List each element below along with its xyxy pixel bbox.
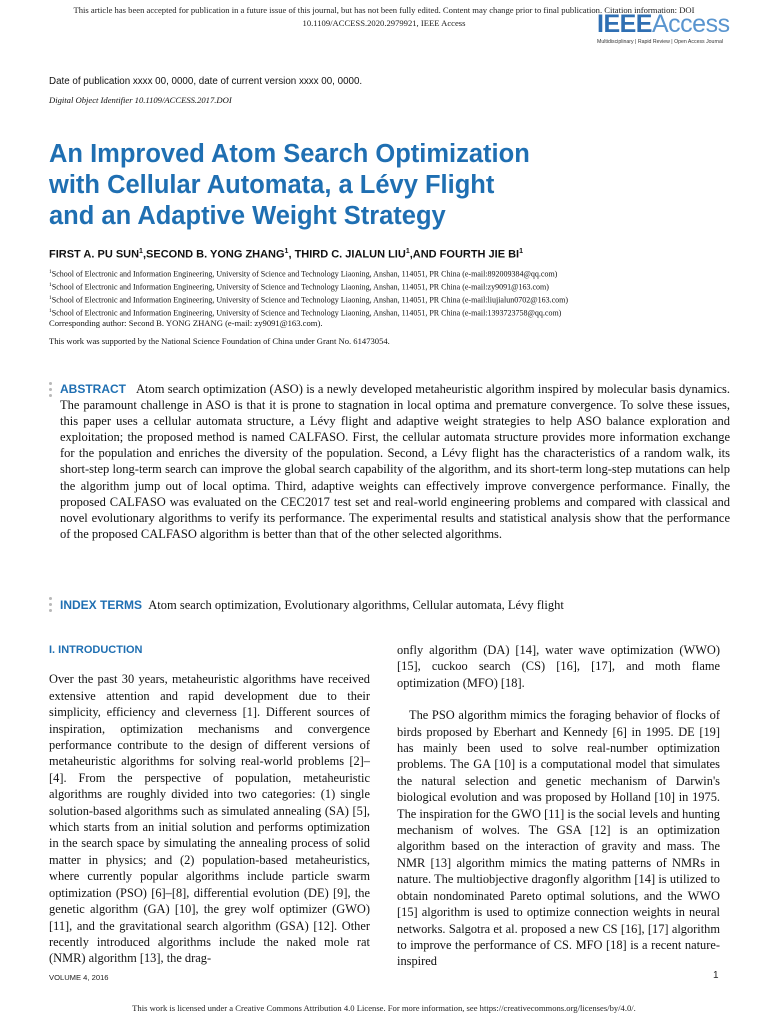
- affiliation-marker: 1: [49, 294, 52, 301]
- volume-label: VOLUME 4, 2016: [49, 973, 109, 982]
- author-name: THIRD C. JIALUN LIU: [294, 248, 406, 261]
- index-terms-marker-icon: [49, 597, 53, 612]
- affiliation-marker: 1: [49, 307, 52, 314]
- title-line: An Improved Atom Search Optimization: [49, 140, 530, 168]
- abstract-text: Atom search optimization (ASO) is a newly developed metaheuristic algorithm inspired by molecular basis dynamics. The paramount challenge in ASO is that it is prone to stagnation in local optima and premature convergence. To solve these issues, this paper uses a cellular automata structure, a Lévy flight and adaptive weight strategies to help ASO balance exploration and exploitation; the proposed method is named CALFASO. First, the cellular automata structure provides more information exchange for the population and enriches the diversity of the population. Second, a Lévy flight has the characteristics of a random walk, its short-step long-term search can improve the global search capability of the algorithm, and its short-term long-step mutations can help the algorithm jump out of local optima. Third, adaptive weights can effectively improve convergence performance. Finally, the proposed CALFASO was evaluated on the CEC2017 test set and real-world engineering problems and compared with classical and novel evolutionary algorithms to verify its performance. The experimental results and statistical analysis show that the performance of the proposed CALFASO algorithm is better than that of the other selected algorithms.: [60, 382, 730, 541]
- author-list: [49, 248, 523, 261]
- paragraph: Over the past 30 years, metaheuristic algorithms have received extensive attention and rapid development due to their simplicity, efficiency and cleverness [1]. Different sources of inspiration, optimization mechanisms and convergence performance contribute to the design of different versions of metaheuristic algorithms for solving real-world problems [2]–[4]. From the perspective of population, metaheuristic algorithms are roughly divided into two categories: (1) single solution-based algorithms such as simulated annealing (SA) [5], which starts from an initial solution and performs optimization in the search space by simulating the annealing process of solid matter in physics; and (2) population-based metaheuristics, where currently popular algorithms include particle swarm optimization (PSO) [6]–[8], differential evolution (DE) [9], the genetic algorithm (GA) [10], the grey wolf optimizer (GWO) [11], and the gravitational search algorithm (GSA) [12]. Other recently introduced algorithms include the naked mole rat (NMR) algorithm [13], the drag-: [49, 672, 370, 966]
- right-column: [397, 642, 720, 970]
- index-terms-text: Atom search optimization, Evolutionary algorithms, Cellular automata, Lévy flight: [148, 598, 564, 612]
- funding-note: This work was supported by the National Science Foundation of China under Grant No. 61473054.: [49, 336, 390, 346]
- author-superscript: 1: [284, 248, 289, 255]
- abstract-label: ABSTRACT: [60, 382, 126, 396]
- affiliation-text: School of Electronic and Information Engineering, University of Science and Technology Liaoning, Anshan, 114051, PR China (e-mail:892009384@qq.com): [51, 269, 558, 279]
- title-line: with Cellular Automata, a Lévy Flight: [49, 171, 495, 199]
- author-superscript: 1: [519, 248, 524, 255]
- affiliation: [49, 267, 568, 280]
- logo-tagline: Multidisciplinary | Rapid Review | Open Access Journal: [597, 39, 724, 45]
- author-superscript: 1: [405, 248, 410, 255]
- affiliation-text: School of Electronic and Information Engineering, University of Science and Technology Liaoning, Anshan, 114051, PR China (e-mail:zy9091@163.com): [51, 282, 549, 292]
- affiliation-marker: 1: [49, 269, 52, 275]
- notice-line-1: This article has been accepted for publication in a future issue of this journal, but has not been fully edited. Content may change prior to final publication. Citation information: DOI: [73, 5, 695, 15]
- license-notice: This work is licensed under a Creative Commons Attribution 4.0 License. For more information, see https://creativecommons.org/licenses/by/4.0/.: [132, 1003, 636, 1013]
- affiliation-text: School of Electronic and Information Engineering, University of Science and Technology Liaoning, Anshan, 114051, PR China (e-mail:1393723758@qq.com): [51, 308, 562, 318]
- abstract-marker-icon: [49, 382, 53, 397]
- affiliations: [49, 267, 568, 318]
- logo-brand: IEEE: [597, 10, 652, 38]
- page-number: 1: [713, 970, 719, 981]
- left-column: [49, 642, 370, 967]
- affiliation-text: School of Electronic and Information Engineering, University of Science and Technology Liaoning, Anshan, 114051, PR China (e-mail:liujialun0702@163.com): [51, 295, 569, 305]
- index-terms: [60, 598, 564, 613]
- ieee-access-logo: [597, 10, 730, 51]
- paragraph: The PSO algorithm mimics the foraging behavior of flocks of birds proposed by Eberhart and Kennedy [6] in 1995. DE [19] has mainly been used to solve real-number optimization problems. The GA [10] is a computational model that simulates the natural selection and genetic mechanism of Darwin's biological evolution and was proposed by Holland [10] in 1975. The inspiration for the GWO [11] is the social levels and hunting mechanism of wolves. The GSA [12] is an optimization algorithm based on the interaction of gravity and mass. The NMR [13] algorithm mimics the mating patterns of NMRs in nature. The multiobjective dragonfly algorithm [14] is utilized to obtain nondominated Pareto optimal solutions, and the WWO [15] algorithm is used to optimize connection weights in neural networks. Salgotra et al. proposed a new CS [16], [17] algorithm to improve the performance of CS. MFO [18] is a recent nature-inspired: [397, 708, 720, 969]
- affiliation: [49, 280, 568, 293]
- title-line: and an Adaptive Weight Strategy: [49, 202, 446, 230]
- index-terms-label: INDEX TERMS: [60, 598, 143, 612]
- affiliation-marker: 1: [49, 281, 52, 288]
- author-name: FIRST A. PU SUN: [49, 248, 140, 261]
- author-superscript: 1: [139, 248, 143, 255]
- publication-date: Date of publication xxxx 00, 0000, date of current version xxxx 00, 0000.: [49, 76, 363, 87]
- notice-line-2: 10.1109/ACCESS.2020.2979921, IEEE Access: [302, 18, 466, 28]
- author-name: SECOND B. YONG ZHANG: [146, 248, 285, 261]
- author-separator: ,: [288, 248, 295, 261]
- author-name: AND FOURTH JIE BI: [412, 248, 520, 261]
- corresponding-author: Corresponding author: Second B. YONG ZHANG (e-mail: zy9091@163.com).: [49, 318, 323, 328]
- abstract: [60, 381, 730, 542]
- doi: Digital Object Identifier 10.1109/ACCESS.2017.DOI: [49, 95, 232, 105]
- section-heading: I. INTRODUCTION: [49, 644, 143, 656]
- affiliation: [49, 293, 568, 306]
- author-separator: ,: [142, 248, 147, 261]
- paper-title: [49, 139, 689, 232]
- affiliation: [49, 306, 568, 319]
- logo-product: Access: [651, 10, 730, 38]
- paragraph: onfly algorithm (DA) [14], water wave optimization (WWO) [15], cuckoo search (CS) [16], [17], and moth flame optimization (MFO) [18].: [397, 643, 720, 690]
- author-separator: ,: [409, 248, 413, 261]
